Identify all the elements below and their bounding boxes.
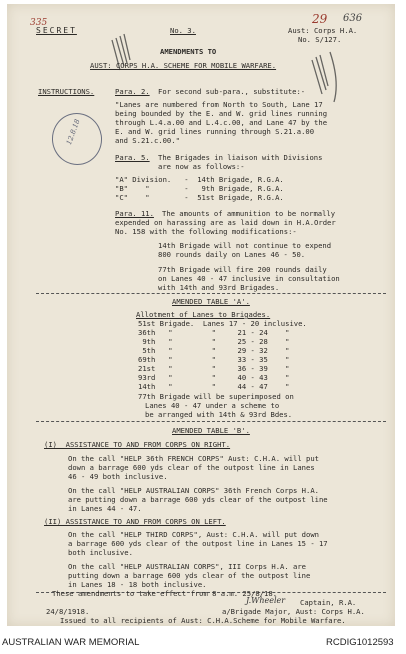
stamp-date: 12.8.18 [65,118,82,146]
section-1-paragraph: in Lanes 44 - 47. [68,504,142,513]
table-a-row: 9th " " 25 - 28 " [138,337,290,346]
archive-id: RCDIG1012593 [326,637,394,648]
para-2-text: For second sub-para., substitute:- [158,87,306,96]
copy-number: No. 3. [170,26,196,35]
modification-2: with 14th and 93rd Brigades. [158,283,280,292]
para-2-ref: Para. 2. [115,87,150,96]
para-11-ref: Para. 11. [115,209,154,218]
signatory-title: a/Brigade Major, Aust: Corps H.A. [222,607,365,616]
distribution-line: Issued to all recipients of Aust: C.H.A.Scheme for Mobile Warfare. [60,616,346,625]
para-5-text: are now as follows:- [158,162,245,171]
section-2-paragraph: On the call "HELP THIRD CORPS", Aust: C.H.A. will put down [68,530,319,539]
table-a-row: 69th " " 33 - 35 " [138,355,290,364]
section-1-paragraph: are putting down a barrage 600 yds clear of the outpost line [68,495,328,504]
table-a-row: 14th " " 44 - 47 " [138,382,290,391]
table-a-note: 77th Brigade will be superimposed on [138,392,294,401]
handwritten-folio-right: 29 [312,12,328,26]
liaison-row: "C" " - 51st Brigade, R.G.A. [115,193,284,202]
section-2-paragraph: putting down a barrage 600 yds clear of the outpost line [68,571,311,580]
document-title: AMENDMENTS TO [160,47,217,56]
table-a-row: 93rd " " 40 - 43 " [138,373,290,382]
para-11-text: No. 158 with the following modifications:- [115,227,297,236]
table-a-heading: AMENDED TABLE 'A'. [172,297,250,306]
para-2-quote-line: and S.21.c.00." [115,136,180,145]
reference-number: No. S/127. [298,35,342,44]
table-a-note: Lanes 40 - 47 under a scheme to [145,401,280,410]
table-a-row: 36th " " 21 - 24 " [138,328,290,337]
signatory-rank: Captain, R.A. [300,598,357,607]
section-2-paragraph: in Lanes 18 - 18 both inclusive. [68,580,207,589]
liaison-row: "A" Division. - 14th Brigade, R.G.A. [115,175,284,184]
section-2-paragraph: a barrage 600 yds clear of the outpost line in Lanes 15 - 17 [68,539,328,548]
modification-1: 14th Brigade will not continue to expend [158,241,332,250]
para-2-quote-line: "Lanes are numbered from North to South, Lane 17 [115,100,323,109]
handwritten-folio-left: 335 [30,18,48,28]
para-2-quote-line: through L.4.a.00 and L.4.c.00, and Lane 47 by the [115,118,328,127]
section-1-heading: (I) ASSISTANCE TO AND FROM CORPS ON RIGHT. [44,440,231,449]
para-2-quote-line: E. and W. grid lines running through S.21.a.00 [115,127,315,136]
para-5-text: The Brigades in liaison with Divisions [158,153,323,162]
para-2-quote-line: being bounded by the E. and W. grid lines running [115,109,328,118]
table-a-row: 51st Brigade. Lanes 17 - 20 inclusive. [138,319,307,328]
divider [36,293,386,294]
para-11-text: expended on harassing are as laid down in H.A.Order [115,218,336,227]
table-a-note: be arranged with 14th & 93rd Bdes. [145,410,293,419]
section-1-paragraph: On the call "HELP 36th FRENCH CORPS" Aust: C.H.A. will put [68,454,319,463]
modification-2: 77th Brigade will fire 200 rounds daily [158,265,327,274]
document-date: 24/8/1918. [46,607,90,616]
table-a-row: 21st " " 36 - 39 " [138,364,290,373]
section-2-paragraph: both inclusive. [68,548,133,557]
archive-credit: AUSTRALIAN WAR MEMORIAL [2,637,140,648]
para-5-ref: Para. 5. [115,153,150,162]
handwritten-reference: 636 [343,13,363,24]
table-b-heading: AMENDED TABLE 'B'. [172,426,250,435]
para-11-text: The amounts of ammunition to be normally [162,209,336,218]
signature: J.Wheeler [246,596,286,605]
modification-2: on Lanes 40 - 47 inclusive in consultation [158,274,340,283]
divider [36,421,386,422]
section-2-heading: (II) ASSISTANCE TO AND FROM CORPS ON LEFT. [44,517,226,526]
classification: SECRET [36,26,77,35]
allotment-heading: Allotment of Lanes to Brigades. [136,310,271,319]
origin: Aust: Corps H.A. [288,26,358,35]
section-1-paragraph: On the call "HELP AUSTRALIAN CORPS" 36th French Corps H.A. [68,486,319,495]
effective-date-line: These amendments to take effect from 8 a.m. 25/8/18. [52,589,278,598]
liaison-row: "B" " - 9th Brigade, R.G.A. [115,184,284,193]
document-subtitle: AUST: CORPS H.A. SCHEME FOR MOBILE WARFARE. [90,61,277,70]
modification-1: 800 rounds daily on Lanes 46 - 50. [158,250,306,259]
section-2-paragraph: On the call "HELP AUSTRALIAN CORPS", III Corps H.A. are [68,562,306,571]
section-1-paragraph: 46 - 49 both inclusive. [68,472,168,481]
section-1-paragraph: down a barrage 600 yds clear of the outpost line in Lanes [68,463,315,472]
instructions-label: INSTRUCTIONS. [38,87,95,96]
table-a-row: 5th " " 29 - 32 " [138,346,290,355]
